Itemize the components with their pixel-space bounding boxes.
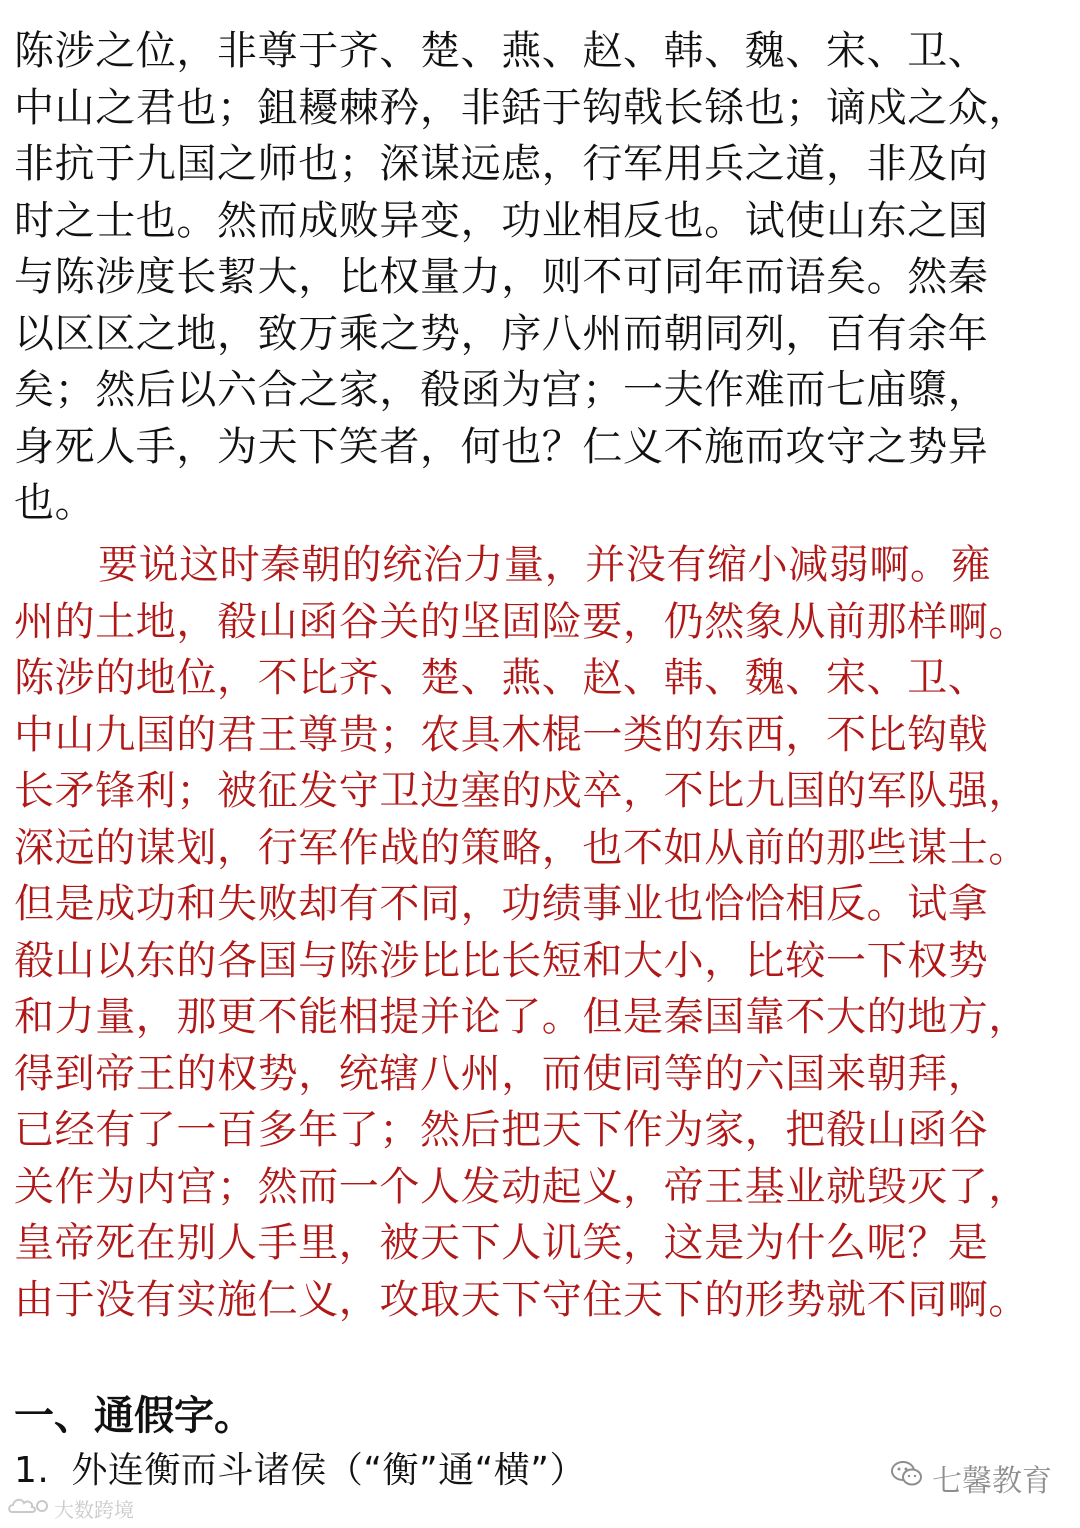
item-number: 1. xyxy=(14,1450,50,1491)
original-passage xyxy=(14,23,1070,532)
translation-line: 州的土地，殽山函谷关的坚固险要，仍然象从前那样啊。 xyxy=(14,598,1029,645)
translation-line: 深远的谋划，行军作战的策略，也不如从前的那些谋士。 xyxy=(14,824,1029,871)
original-line: 陈涉之位，非尊于齐、楚、燕、赵、韩、魏、宋、卫、 xyxy=(14,28,989,74)
original-line: 也。 xyxy=(14,480,96,526)
original-line: 身死人手，为天下笑者，何也？仁义不施而攻守之势异 xyxy=(14,423,989,470)
translation-line: 和力量，那更不能相提并论了。但是秦国靠不大的地方， xyxy=(14,994,1029,1040)
watermark-source-name: 大数跨境 xyxy=(54,1498,134,1522)
cloud-logo-icon xyxy=(6,1494,50,1523)
original-line: 时之士也。然而成败异变，功业相反也。试使山东之国 xyxy=(14,197,989,244)
translation-line: 关作为内宫；然而一个人发动起义，帝王基业就毁灭了， xyxy=(14,1163,1029,1210)
watermark-account xyxy=(890,1456,1052,1500)
translation-line: 陈涉的地位，不比齐、楚、燕、赵、韩、魏、宋、卫、 xyxy=(14,655,989,701)
translation-line: 中山九国的君王尊贵；农具木棍一类的东西，不比钩戟 xyxy=(14,711,989,758)
original-line: 以区区之地，致万乘之势，序八州而朝同列，百有余年 xyxy=(14,310,989,357)
original-line: 非抗于九国之师也；深谋远虑，行军用兵之道，非及向 xyxy=(14,141,989,187)
translation-passage xyxy=(14,537,1070,1328)
original-line: 中山之君也；鉏耰棘矜，非銛于钩戟长铩也；谪戍之众， xyxy=(14,84,1029,131)
watermark-account-name: 七馨教育 xyxy=(932,1464,1052,1499)
translation-line: 但是成功和失败却有不同，功绩事业也恰恰相反。试拿 xyxy=(14,881,989,927)
original-line: 与陈涉度长絜大，比权量力，则不可同年而语矣。然秦 xyxy=(14,254,989,300)
translation-line: 由于没有实施仁义，攻取天下守住天下的形势就不同啊。 xyxy=(14,1276,1029,1323)
translation-line: 长矛锋利；被征发守卫边塞的戍卒，不比九国的军队强， xyxy=(14,768,1029,814)
item-text: 外连衡而斗诸侯（“衡”通“横”） xyxy=(71,1450,586,1491)
translation-line: 皇帝死在别人手里，被天下人讥笑，这是为什么呢？是 xyxy=(14,1220,989,1266)
watermark-source xyxy=(6,1494,134,1523)
translation-line: 得到帝王的权势，统辖八州，而使同等的六国来朝拜， xyxy=(14,1050,989,1097)
list-item xyxy=(14,1443,586,1499)
wechat-icon xyxy=(890,1459,924,1497)
translation-line: 殽山以东的各国与陈涉比比长短和大小，比较一下权势 xyxy=(14,937,989,984)
translation-line: 已经有了一百多年了；然后把天下作为家，把殽山函谷 xyxy=(14,1107,989,1153)
original-line: 矣；然后以六合之家，殽函为宫；一夫作难而七庙隳， xyxy=(14,367,989,413)
section-heading: 一、通假字。 xyxy=(14,1393,254,1439)
translation-line: 要说这时秦朝的统治力量，并没有缩小减弱啊。雍 xyxy=(98,542,992,588)
